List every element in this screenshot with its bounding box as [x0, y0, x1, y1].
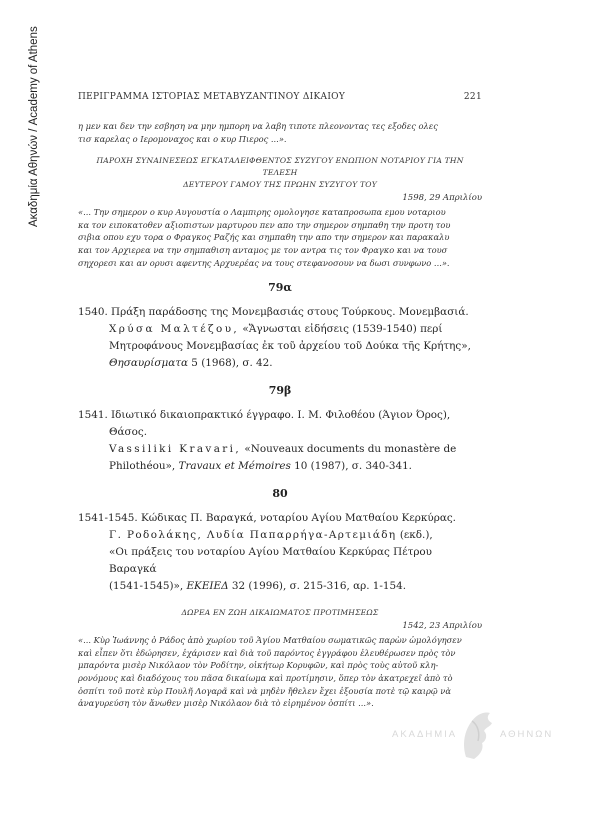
bibliography-entry — [78, 407, 482, 475]
entry-text: (1541-1545)», — [109, 580, 187, 593]
running-head — [78, 92, 482, 102]
watermark-text-left: ΑΚΑΔΗΜΙΑ — [392, 729, 458, 740]
entry-line: Μητροφάνους Μονεμβασίας ἐκ τοῦ ἀρχείου τοῦ Δούκα τῆς Κρήτης», — [109, 340, 471, 353]
entry-text: Philothéou», — [109, 460, 179, 473]
section-number: 80 — [272, 487, 288, 501]
entry-author: Γ. Ροδολάκης, Λυδία Παπαρρήγα-Αρτεμιάδη — [109, 529, 397, 542]
entry-text: 10 (1987), σ. 340-341. — [290, 460, 412, 473]
top-quote-line: τισ καρελας ο Ιερομοναχος και ο κυρ Πιερος ...». — [78, 133, 287, 144]
bibliography-entry — [78, 304, 482, 372]
entry-text: (εκδ.), — [396, 529, 433, 542]
academy-watermark — [380, 707, 580, 785]
entry-line: 1540. Πράξη παράδοσης της Μονεμβασιάς στους Τούρκους. Μονεμβασιά. — [78, 306, 469, 319]
document-text-line: κα τον ειποκατοθεν αξιοπιστων μαρτυρου πεν απο την σημερον σημπαθη την προτη του — [78, 219, 451, 230]
entry-text: «Nouveaux documents du monastère de — [241, 443, 457, 456]
athena-head-icon — [456, 707, 498, 767]
document-date: 1598, 29 Απριλίου — [402, 193, 482, 204]
page-content — [78, 120, 482, 710]
document-text-line: σιβια οπου εχυ τορα ο Φραγκος Ραζής και σημπαθη την απο την σημερον και παρακαλυ — [78, 232, 450, 243]
entry-journal: Travaux et Mémoires — [178, 460, 291, 473]
entry-line — [78, 527, 482, 544]
document-text-line: και τον Αρχιερεα να την σημπαθιση ανταμος με τον αντρα τις τον Φραγκο και να τουσ — [78, 244, 448, 255]
entry-line — [78, 321, 482, 338]
document-text-line: «... Την σημερον ο κυρ Αυγουστία ο Λαμπιρης ομολογησε καταπροσωπα εμου νοταριου — [78, 207, 446, 218]
entry-journal: ΕΚΕΙΕΔ — [186, 580, 229, 593]
entry-line — [78, 355, 482, 372]
entry-line: 1541-1545. Κώδικας Π. Βαραγκά, νοταρίου Αγίου Ματθαίου Κερκύρας. — [78, 512, 456, 525]
document-text-line: «... Κὺρ Ἰωάννης ὁ Ράδος ἀπὸ χωρίου τοῦ Ἁγίου Ματθαίου σωματικῶς παρὼν ὡμολόγησεν — [78, 635, 462, 646]
side-label: Ακαδημία Αθηνών / Academy of Athens — [28, 26, 40, 227]
document-text-line: καὶ εἶπεν ὅτι ἐδώρησεν, ἐχάρισεν καὶ διὰ τοῦ παρόντος ἐγγράφου ἐλευθέρωσεν πρὸς τὸν — [78, 647, 456, 658]
top-quote-line: η μεν και δεν την εσβηση να μην ημπορη να λαβη τιποτε πλεονοντας τες εξοδες ολες — [78, 121, 438, 131]
entry-line: Θάσος. — [109, 426, 148, 439]
document-text-line: σηχορεσι και αν ορυσι αφεντης Αρχυερέας να τους στεφανοσουν να δωσι συνφωνο ...». — [78, 257, 450, 268]
document-text-line: μπαρόντα μισὲρ Νικόλαον τὸν Ροδίτην, οἰκήτωρ Κορυφῶν, καὶ πρὸς τοὺς αὐτοῦ κλη- — [78, 660, 439, 671]
entry-line: 1541. Ιδιωτικό δικαιοπρακτικό έγγραφο. Ι. Μ. Φιλοθέου (Άγιον Όρος), — [78, 409, 451, 422]
document-text-line: ρονόμους καὶ διαδόχους του πᾶσα δικαίωμα καὶ προτίμησιν, ὅπερ τὸν ἀκατρεχεῖ ἀπὸ τὸ — [78, 672, 453, 683]
entry-line: «Οι πράξεις του νοταρίου Αγίου Ματθαίου Κερκύρας Πέτρου Βαραγκά — [109, 546, 433, 576]
entry-author: Vassiliki Kravari, — [109, 443, 242, 456]
document-date: 1542, 23 Απριλίου — [402, 621, 482, 632]
header-title: ΠΕΡΙΓΡΑΜΜΑ ΙΣΤΟΡΙΑΣ ΜΕΤΑΒΥΖΑΝΤΙΝΟΥ ΔΙΚΑΙΟΥ — [78, 92, 346, 102]
watermark-text-right: ΑΘΗΝΩΝ — [500, 729, 554, 740]
document-heading: ΔΩΡΕΑ ΕΝ ΖΩΗ ΔΙΚΑΙΩΜΑΤΟΣ ΠΡΟΤΙΜΗΣΕΩΣ — [181, 608, 379, 618]
entry-text: «Ἄγνωσται εἰδήσεις (1539-1540) περί — [239, 323, 443, 336]
entry-author: Χρύσα Μαλτέζου, — [109, 323, 240, 336]
entry-line — [78, 458, 482, 475]
document-text-line: ὀσπίτι τοῦ ποτὲ κὺρ Πουλῆ Λογαρᾶ καὶ νὰ μηδὲν ἤθελεν ἔχει ἐξουσία ποτὲ τῷ καιρῷ νὰ — [78, 685, 451, 696]
entry-line — [78, 578, 482, 595]
page-number: 221 — [463, 92, 482, 102]
section-number: 79β — [268, 384, 292, 398]
section-number: 79α — [268, 281, 292, 295]
document-heading: ΠΑΡΟΧΗ ΣΥΝΑΙΝΕΣΕΩΣ ΕΓΚΑΤΑΛΕΙΦΘΕΝΤΟΣ ΣΥΖΥΓΟΥ ΕΝΩΠΙΟΝ ΝΟΤΑΡΙΟΥ ΓΙΑ ΤΗΝ ΤΕΛΕΣΗ — [96, 156, 464, 178]
entry-line — [78, 441, 482, 458]
document-heading: ΔΕΥΤΕΡΟΥ ΓΑΜΟΥ ΤΗΣ ΠΡΩΗΝ ΣΥΖΥΓΟΥ ΤΟΥ — [183, 180, 377, 190]
entry-journal: Θησαυρίσματα — [109, 357, 188, 370]
bibliography-entry — [78, 510, 482, 595]
document-text-line: ἀναγυρεύση τὸν ἄνωθεν μισὲρ Νικόλαον διὰ τὸ εἰρημένον ὀσπίτι ...». — [78, 698, 374, 709]
entry-text: 32 (1996), σ. 215-316, αρ. 1-154. — [228, 580, 407, 593]
entry-text: 5 (1968), σ. 42. — [187, 357, 273, 370]
